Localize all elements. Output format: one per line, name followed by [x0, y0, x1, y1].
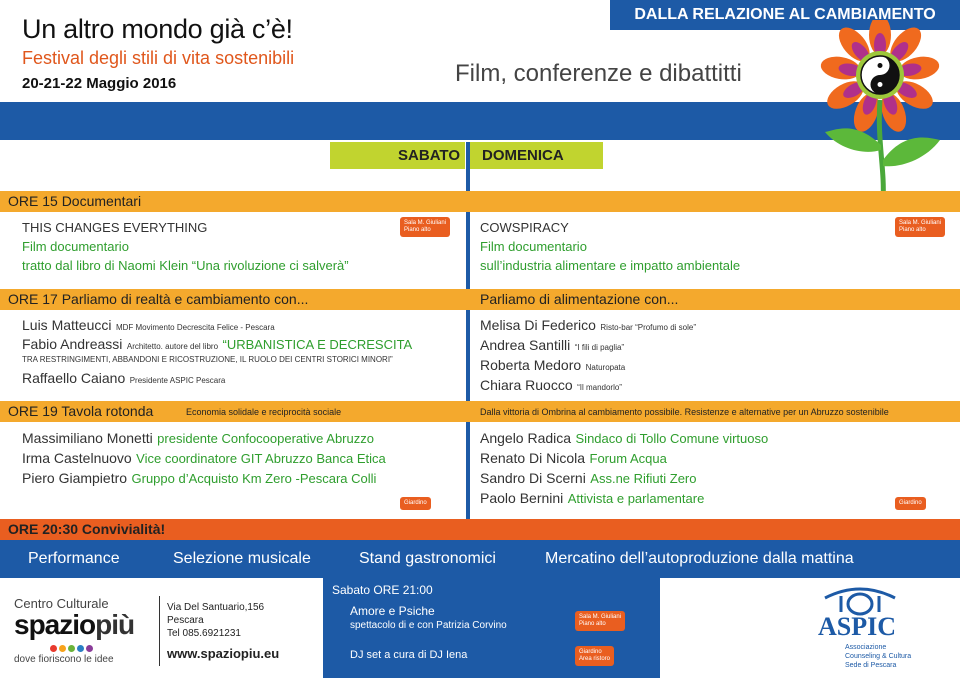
location-badge: Giardino — [895, 497, 926, 510]
slot-ore-15-bar — [0, 191, 960, 212]
slot-ore-19-label: ORE 19 Tavola rotonda — [8, 403, 154, 419]
performance-item: Performance — [28, 550, 120, 567]
evening-title: Sabato ORE 21:00 — [332, 583, 433, 597]
performance-item: Mercatino dell’autoproduzione dalla mattina — [545, 550, 854, 567]
speaker: Angelo Radica Sindaco di Tollo Comune virtuoso — [480, 430, 769, 446]
evening-event-2: DJ set a cura di DJ Iena — [350, 649, 468, 661]
location-badge: Giardino Area ristoro — [575, 646, 614, 666]
festival-subtitle: Festival degli stili di vita sostenibili — [22, 48, 295, 68]
top-banner: DALLA RELAZIONE AL CAMBIAMENTO — [610, 0, 960, 30]
book-subtitle: TRA RESTRINGIMENTI, ABBANDONI E RICOSTRUZIONE, IL RUOLO DEI CENTRI STORICI MINORI” — [22, 355, 393, 364]
location-badge: Giardino — [400, 497, 431, 510]
speaker: Luis Matteucci MDF Movimento Decrescita Felice - Pescara — [22, 317, 275, 333]
location-badge: Sala M. Giuliani Piano alto — [400, 217, 450, 237]
speaker: Piero Giampietro Gruppo d’Acquisto Km Zero -Pescara Colli — [22, 470, 377, 486]
slot-ore-17-bar — [0, 289, 960, 310]
speaker: Paolo Bernini Attivista e parlamentare — [480, 490, 705, 506]
evening-event-1: Amore e Psiche — [350, 604, 435, 618]
slot-ore-19-bar — [0, 401, 960, 422]
program-subheading: Film, conferenze e dibattitti — [455, 60, 742, 87]
film-sun-title: COWSPIRACY — [480, 220, 569, 235]
location-badge: Sala M. Giuliani Piano alto — [895, 217, 945, 237]
film-sun-type: Film documentario — [480, 239, 587, 254]
performance-item: Selezione musicale — [173, 550, 311, 567]
speaker: Renato Di Nicola Forum Acqua — [480, 450, 667, 466]
address: Via Del Santuario,156 Pescara Tel 085.6921231 — [167, 602, 265, 639]
film-sun-desc: sull’industria alimentare e impatto ambientale — [480, 258, 741, 273]
speaker: Sandro Di Scerni Ass.ne Rifiuti Zero — [480, 470, 697, 486]
speaker: Roberta Medoro Naturopata — [480, 357, 626, 373]
aspic-name: ASPIC — [818, 612, 897, 641]
footer-separator — [159, 596, 160, 666]
spaziopiu-logo: Centro Culturale spaziopiù dove fioriscono le idee — [14, 596, 135, 665]
speaker: Irma Castelnuovo Vice coordinatore GIT Abruzzo Banca Etica — [22, 450, 386, 466]
location-badge: Sala M. Giuliani Piano alto — [575, 611, 625, 631]
website-link[interactable]: www.spaziopiu.eu — [167, 646, 280, 661]
speaker: Andrea Santilli “I fili di paglia” — [480, 337, 625, 353]
slot-ore-2030-bar — [0, 519, 960, 540]
festival-title: Un altro mondo già c’è! — [22, 14, 293, 44]
slot-ore-15-label: ORE 15 Documentari — [8, 193, 142, 209]
aspic-caption: Associazione Counseling & Cultura Sede di Pescara — [845, 644, 912, 669]
slot-ore-17-label: ORE 17 Parliamo di realtà e cambiamento con... — [8, 291, 309, 307]
film-sat-type: Film documentario — [22, 239, 129, 254]
slot-ore-17-sun-label: Parliamo di alimentazione con... — [480, 291, 679, 307]
performance-item: Stand gastronomici — [359, 550, 496, 567]
speaker: Massimiliano Monetti presidente Confocooperative Abruzzo — [22, 430, 374, 446]
festival-dates: 20-21-22 Maggio 2016 — [22, 75, 177, 92]
speaker: Melisa Di Federico Risto-bar “Profumo di sole” — [480, 317, 696, 333]
slot-ore-19-sub: Economia solidale e reciprocità sociale — [186, 407, 342, 417]
speaker: Chiara Ruocco “Il mandorlo” — [480, 377, 622, 393]
slot-ore-2030-label: ORE 20:30 Convivialità! — [8, 521, 166, 537]
slot-ore-19-sun-sub: Dalla vittoria di Ombrina al cambiamento possibile. Resistenze e alternative per un Abruzzo sostenibile — [480, 407, 889, 417]
film-sat-title: THIS CHANGES EVERYTHING — [22, 220, 208, 235]
evening-event-1-desc: spettacolo di e con Patrizia Corvino — [350, 620, 507, 631]
flower-yin-yang-icon — [815, 20, 945, 205]
tab-sabato: SABATO — [330, 142, 465, 169]
speaker: Raffaello Caiano Presidente ASPIC Pescara — [22, 370, 226, 386]
film-sat-desc: tratto dal libro di Naomi Klein “Una rivoluzione ci salverà” — [22, 258, 349, 273]
tab-domenica: DOMENICA — [470, 142, 603, 169]
speaker: Fabio Andreassi Architetto. autore del libro “URBANISTICA E DECRESCITA — [22, 336, 413, 352]
